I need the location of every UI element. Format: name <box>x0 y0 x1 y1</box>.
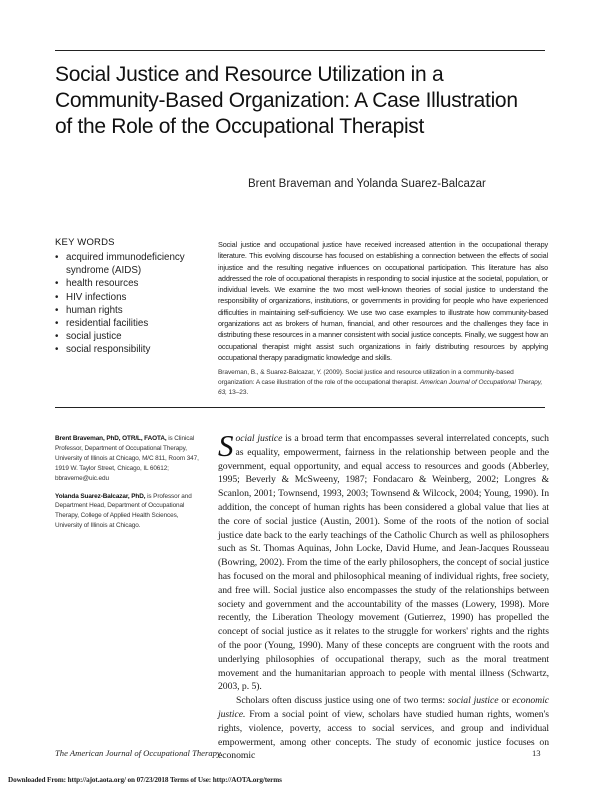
term-social-justice-2: social justice <box>447 695 499 707</box>
section-rule <box>55 407 545 408</box>
title-line-3: of the Role of the Occupational Therapist <box>55 115 425 138</box>
keywords-heading: KEY WORDS <box>55 237 115 248</box>
affiliation-detail: is Clinical Professor, Department of Occupational Therapy, University of Illinois at Chicago, M/C 811, Room 347, 1919 W. Taylor Street, Chicago, IL 60612; bbraveme@uic.edu <box>55 435 199 482</box>
article-title <box>55 62 525 140</box>
author-affiliations <box>55 434 205 539</box>
keyword-item: • social justice <box>55 330 205 343</box>
affiliation-name: Yolanda Suarez-Balcazar, PhD, <box>55 492 146 500</box>
citation <box>218 368 548 398</box>
term-economic-justice: economic justice. <box>218 695 549 720</box>
keyword-item: • health resources <box>55 277 205 290</box>
paragraph-2-intro: Scholars often discuss justice using one of two terms: <box>236 695 448 707</box>
paragraph-1-text: is a broad term that encompasses several interrelated concepts, such as equality, empowerment, fairness in the relationship between people and the government, equal opportunity, and equal access to resources and goods (Abberley, 1995; Beverly & McSweeny, 1987; Fondacaro & Weinberg, 2002; Longres & Scanlon, 2001; Townsend, 1993, 2003; Townsend & Wilcock, 2004; Young, 1990). In addition, the concept of human rights has been considered a global value that lies at the core of social justice (Austin, 2001). Some of the roots of the notion of social justice date back to the early teachings of the Catholic Church as well as philosophers such as St. Thomas Aquinas, John Locke, David Hume, and Jean-Jacques Rousseau (Bowring, 2002). From the time of the early philosophers, the concept of social justice has focused on the moral and philosophical meaning of individual rights, free society, and free will. Social justice also encompasses the study of the relationships between society and government and the accountability of the masses (Lowery, 1998). More recently, the Liberation Theology movement (Gutierrez, 1990) has propelled the concept of social justice as it relates to the struggle for workers' rights and the rights of the poor (Young, 1990). Many of these concepts are congruent with the roots and underlying philosophies of occupational therapy, such as the moral treatment movement and the humanitarian approach to people with mental illness (Schwartz, 2003, p. 5). <box>218 433 549 693</box>
keyword-item: • human rights <box>55 304 205 317</box>
top-rule <box>55 50 545 51</box>
page-number: 13 <box>532 748 541 758</box>
citation-journal: American Journal of Occupational Therapy, 63, <box>218 379 543 396</box>
title-line-1: Social Justice and Resource Utilization in a <box>55 63 444 86</box>
term-social-justice: ocial justice <box>235 433 283 444</box>
keyword-item: • residential facilities <box>55 317 205 330</box>
affiliation-name: Brent Braveman, PhD, OTR/L, FAOTA, <box>55 435 167 442</box>
title-line-2: Community-Based Organization: A Case Illustration <box>55 89 518 112</box>
affiliation-detail: is Professor and Department Head, Department of Occupational Therapy, College of Applied Health Sciences, University of Illinois at Chicago. <box>55 492 192 530</box>
paragraph-2-or: or <box>498 695 513 707</box>
keyword-item: • HIV infections <box>55 291 205 304</box>
paragraph-2-text: From a social point of view, scholars have studied human rights, women's rights, violence, poverty, access to social services, and group and individual empowerment, among other concepts. The study of economic justice focuses on economic <box>218 708 549 762</box>
affiliation-suarez-balcazar <box>55 492 205 532</box>
body-paragraph-2 <box>218 694 549 763</box>
abstract-text: Social justice and occupational justice have received increased attention in the occupational therapy literature. This evolving discourse has focused on establishing a connection between the effects of social injustice and the resulting negative influences on occupational participation. This literature has also addressed the role of occupational therapists in responding to social injustice at the societal, population, or individual levels. We examine the two most well-known theories of social justice to understand the responsibility of organizations, institutions, or governments in providing for people who have experienced difficulties in maintaining self-sufficiency. We use two case examples to illustrate how community-based organizations act as brokers of human, financial, and other resources and the challenges they face in distributing these resources in a manner consistent with social justice concepts. Finally, we suggest how an occupational therapist might assist such organizations in fairly distributing resources by applying occupational therapy paradigmatic knowledge and skills. <box>218 240 548 362</box>
author-byline: Brent Braveman and Yolanda Suarez-Balcazar <box>248 178 486 190</box>
affiliation-braveman <box>55 434 205 484</box>
download-notice: Downloaded From: http://ajot.aota.org/ on 07/23/2018 Terms of Use: http://AOTA.org/terms <box>8 776 282 784</box>
citation-text: Braveman, B., & Suarez-Balcazar, Y. (2009). Social justice and resource utilization in a community-based organization: A case illustration of the role of the occupational therapist. <box>218 369 514 386</box>
body-text <box>218 428 549 763</box>
body-paragraph-1 <box>218 428 549 694</box>
keyword-item: • acquired immunodeficiency syndrome (AIDS) <box>55 251 205 277</box>
footer-journal: The American Journal of Occupational Therapy <box>55 748 221 758</box>
citation-pages: 13–23. <box>228 389 249 396</box>
keywords-list <box>55 251 205 357</box>
drop-cap: S <box>218 428 234 463</box>
keyword-item: • social responsibility <box>55 343 205 356</box>
